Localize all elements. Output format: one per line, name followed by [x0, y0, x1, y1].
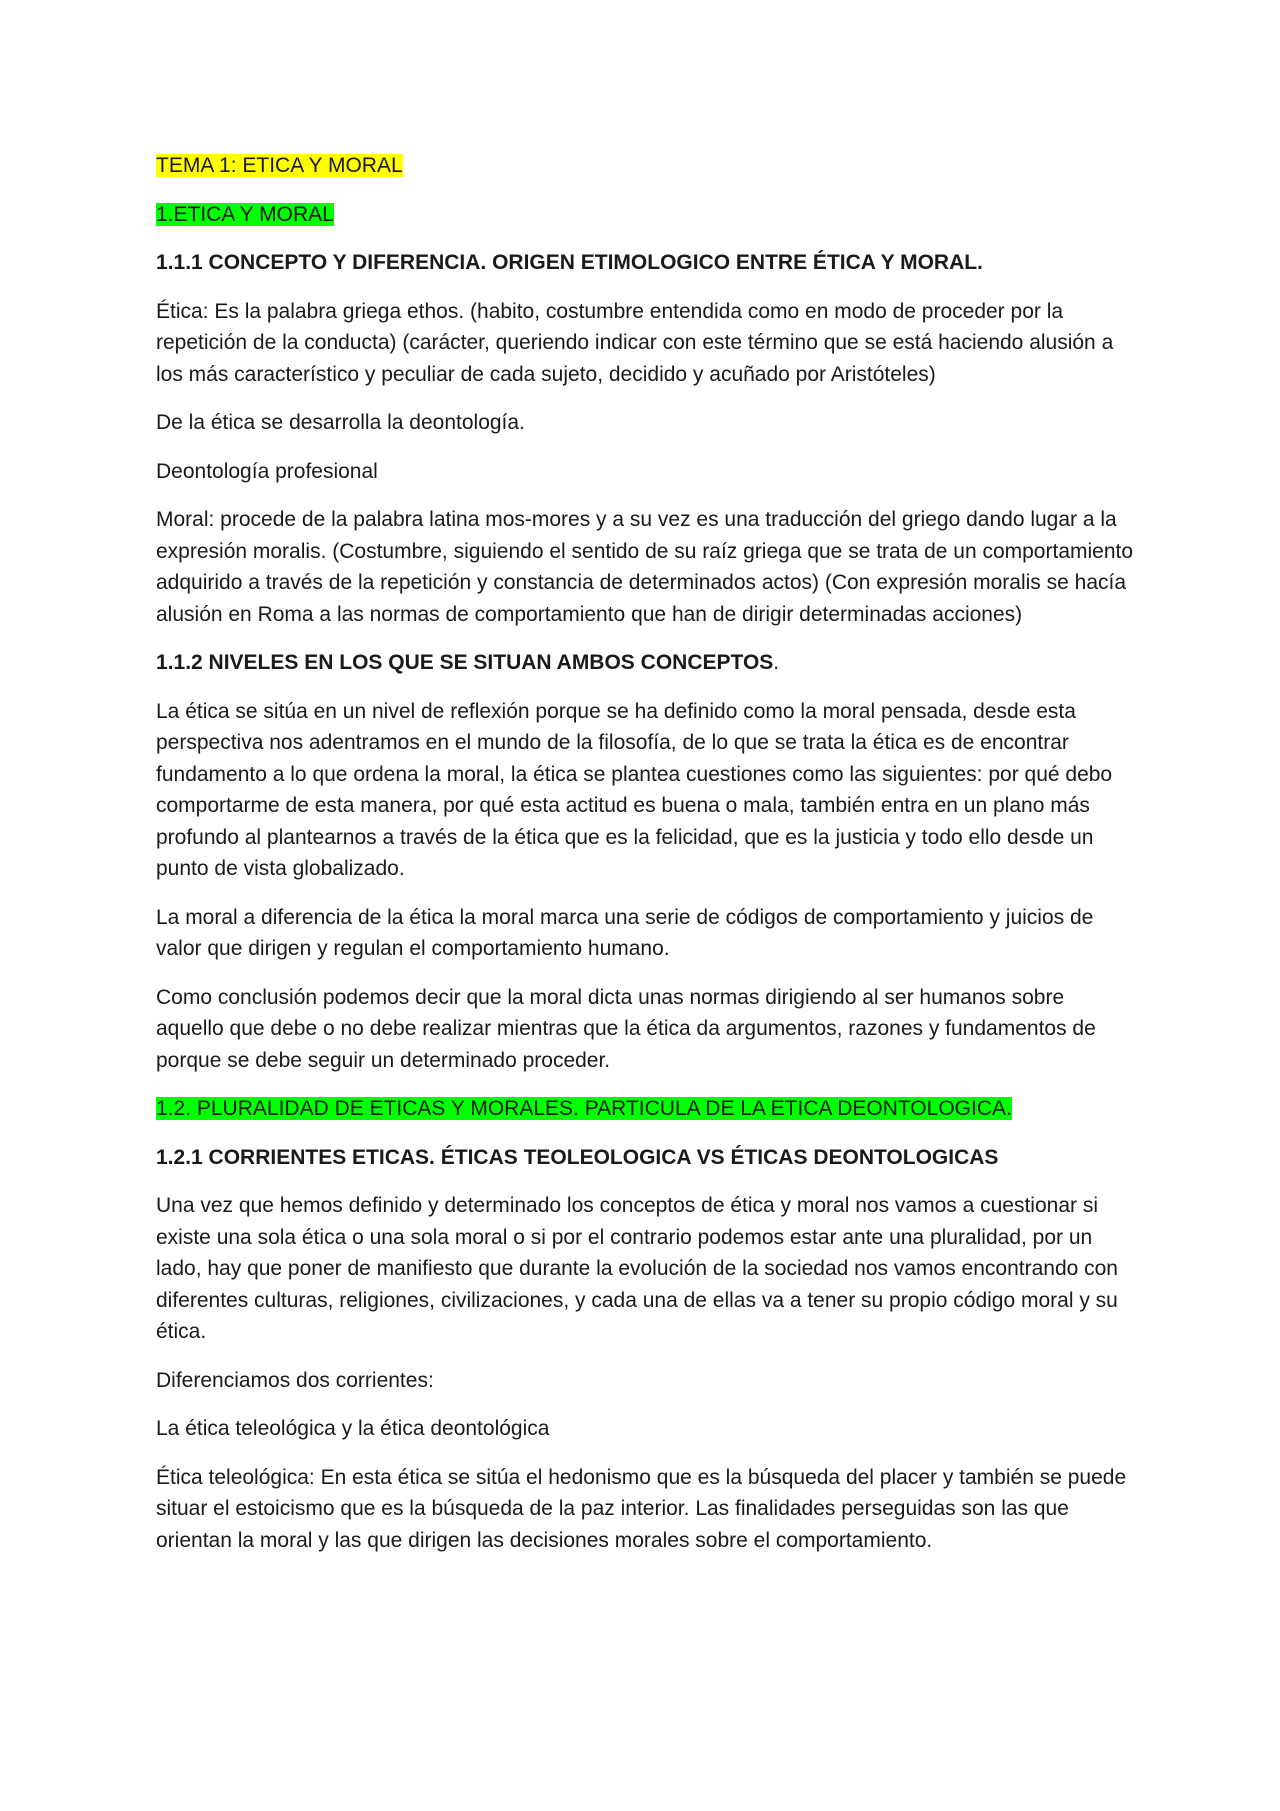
heading-1-1-1: 1.1.1 CONCEPTO Y DIFERENCIA. ORIGEN ETIMOLOGICO ENTRE ÉTICA Y MORAL.	[156, 251, 983, 274]
etica-paragraph: Ética: Es la palabra griega ethos. (habito, costumbre entendida como en modo de proceder por la repetición de la conducta) (carácter, queriendo indicar con este término que se está haciendo alusión a los más característico y peculiar de cada sujeto, decidido y acuñado por Aristóteles)	[156, 299, 1114, 386]
section-1-title-line	[156, 199, 1136, 231]
deontologia-paragraph: De la ética se desarrolla la deontología.	[156, 411, 525, 434]
heading-1-2-1: 1.2.1 CORRIENTES ETICAS. ÉTICAS TEOLEOLOGICA VS ÉTICAS DEONTOLOGICAS	[156, 1145, 999, 1169]
corrientes-paragraph: La ética teleológica y la ética deontológica	[156, 1417, 550, 1440]
tema-title: TEMA 1: ETICA Y MORAL	[156, 154, 403, 177]
pluralidad-paragraph: Una vez que hemos definido y determinado los conceptos de ética y moral nos vamos a cuestionar si existe una sola ética o una sola moral o si por el contrario podemos estar ante una pluralidad, por un lado, hay que poner de manifiesto que durante la evolución de la sociedad nos vamos encontrando con diferentes culturas, religiones, civilizaciones, y cada una de ellas va a tener su propio código moral y su ética.	[156, 1194, 1118, 1343]
tema-title-line	[156, 150, 1136, 182]
heading-1-1-2-period: .	[773, 651, 780, 674]
heading-1-1-2-line	[156, 647, 1136, 679]
heading-1-1-2: 1.1.2 NIVELES EN LOS QUE SE SITUAN AMBOS CONCEPTOS	[156, 651, 774, 674]
section-1-2-title-line	[156, 1093, 1136, 1125]
section-1-2-title: 1.2. PLURALIDAD DE ETICAS Y MORALES. PARTICULA DE LA ETICA DEONTOLOGICA.	[156, 1097, 1012, 1120]
document-body	[156, 150, 1136, 1573]
teleologica-paragraph: Ética teleológica: En esta ética se sitúa el hedonismo que es la búsqueda del placer y también se puede situar el estoicismo que es la búsqueda de la paz interior. Las finalidades perseguidas son las que orientan la moral y las que dirigen las decisiones morales sobre el comportamiento.	[156, 1465, 1127, 1552]
diferenciamos-paragraph: Diferenciamos dos corrientes:	[156, 1368, 434, 1392]
section-1-title: 1.ETICA Y MORAL	[156, 202, 334, 226]
moral-diferencia-paragraph: La moral a diferencia de la ética la moral marca una serie de códigos de comportamiento y juicios de valor que dirigen y regulan el comportamiento humano.	[156, 905, 1094, 960]
deontologia-profesional: Deontología profesional	[156, 459, 378, 483]
conclusion-paragraph: Como conclusión podemos decir que la moral dicta unas normas dirigiendo al ser humanos sobre aquello que debe o no debe realizar mientras que la ética da argumentos, razones y fundamentos de porque se debe seguir un determinado proceder.	[156, 985, 1096, 1072]
moral-paragraph: Moral: procede de la palabra latina mos-mores y a su vez es una traducción del griego dando lugar a la expresión moralis. (Costumbre, siguiendo el sentido de su raíz griega que se trata de un comportamiento adquirido a través de la repetición y constancia de determinados actos) (Con expresión moralis se hacía alusión en Roma a las normas de comportamiento que han de dirigir determinadas acciones)	[156, 508, 1134, 626]
reflexion-paragraph: La ética se sitúa en un nivel de reflexión porque se ha definido como la moral pensada, desde esta perspectiva nos adentramos en el mundo de la filosofía, de lo que se trata la ética es de encontrar fundamento a lo que ordena la moral, la ética se plantea cuestiones como las siguientes: por qué debo comportarme de esta manera, por qué esta actitud es buena o mala, también entra en un plano más profundo al plantearnos a través de la ética que es la felicidad, que es la justicia y todo ello desde un punto de vista globalizado.	[156, 699, 1113, 880]
